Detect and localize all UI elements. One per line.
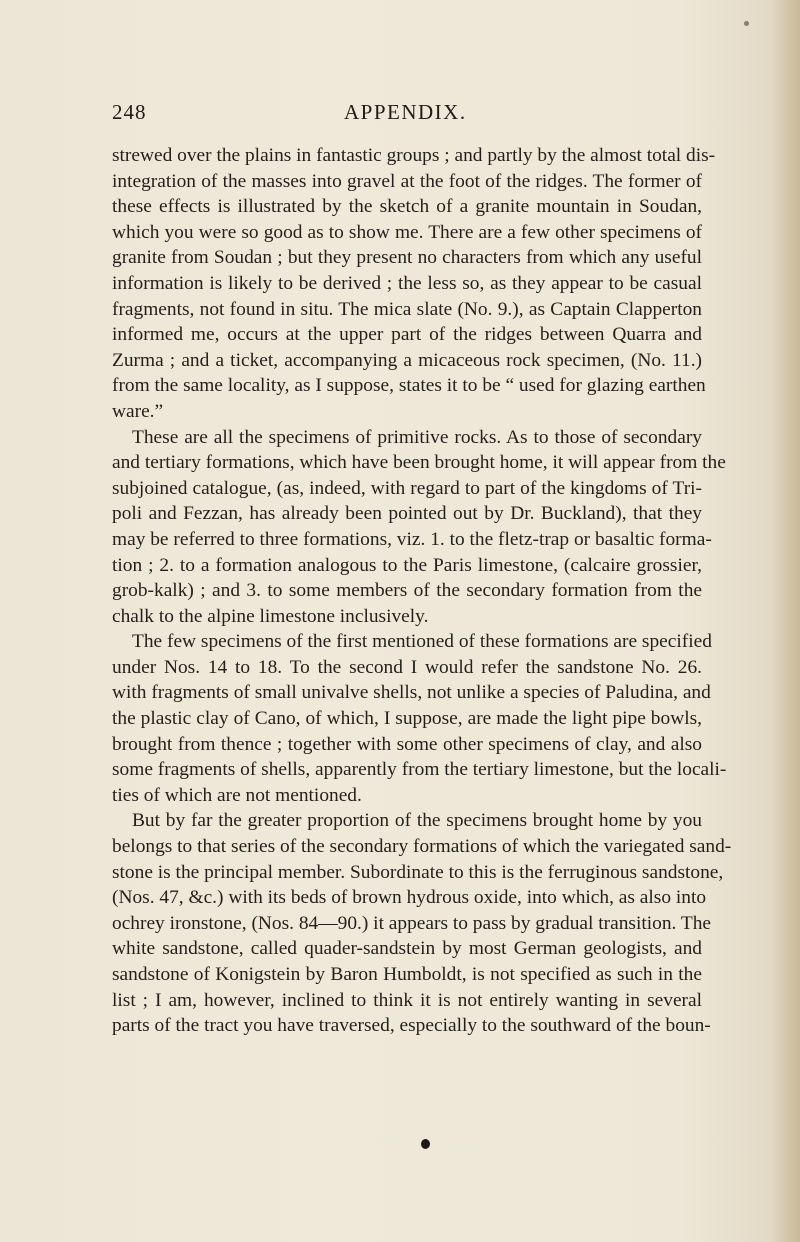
text-line: information is likely to be derived ; the less so, as they appear to be casual xyxy=(112,272,702,294)
text-line: grob-kalk) ; and 3. to some members of the secondary formation from the xyxy=(112,580,702,602)
text-line: ties of which are not mentioned. xyxy=(112,784,362,806)
ink-spot xyxy=(421,1139,430,1149)
text-line: These are all the specimens of primitive rocks. As to those of secondary xyxy=(132,426,702,448)
text-line: ware.” xyxy=(112,400,164,422)
text-line: strewed over the plains in fantastic groups ; and partly by the almost total dis- xyxy=(112,145,716,166)
text-line: belongs to that series of the secondary formations of which the variegated sand- xyxy=(112,836,732,858)
text-line: list ; I am, however, inclined to think it is not entirely wanting in several xyxy=(112,989,702,1011)
text-line: brought from thence ; together with some other specimens of clay, and also xyxy=(112,733,702,755)
text-line: poli and Fezzan, has already been pointed out by Dr. Buckland), that they xyxy=(112,503,702,525)
body-text xyxy=(112,143,732,1039)
text-line: integration of the masses into gravel at the foot of the ridges. The former of xyxy=(112,170,702,192)
text-line: chalk to the alpine limestone inclusively. xyxy=(112,605,429,627)
text-line: fragments, not found in situ. The mica slate (No. 9.), as Captain Clapperton xyxy=(112,298,702,320)
text-line: (Nos. 47, &c.) with its beds of brown hydrous oxide, into which, as also into xyxy=(112,887,707,909)
text-line: some fragments of shells, apparently from the tertiary limestone, but the locali- xyxy=(112,759,727,781)
text-line: informed me, occurs at the upper part of the ridges between Quarra and xyxy=(112,324,702,346)
text-line: Zurma ; and a ticket, accompanying a micaceous rock specimen, (No. 11.) xyxy=(112,349,702,371)
text-line: with fragments of small univalve shells, not unlike a species of Paludina, and xyxy=(112,682,711,704)
text-line: and tertiary formations, which have been brought home, it will appear from the xyxy=(112,452,726,474)
page-header xyxy=(0,100,800,130)
text-line: from the same locality, as I suppose, states it to be “ used for glazing earthen xyxy=(112,375,706,397)
text-line: ochrey ironstone, (Nos. 84—90.) it appears to pass by gradual transition. The xyxy=(112,912,712,934)
text-line: stone is the principal member. Subordinate to this is the ferruginous sandstone, xyxy=(112,861,724,883)
text-line: subjoined catalogue, (as, indeed, with regard to part of the kingdoms of Tri- xyxy=(112,477,702,499)
text-line: The few specimens of the first mentioned of these formations are specified xyxy=(132,631,712,653)
running-head: APPENDIX. xyxy=(344,100,467,124)
text-line: the plastic clay of Cano, of which, I suppose, are made the light pipe bowls, xyxy=(112,708,702,730)
page-edge-shadow xyxy=(772,0,800,1242)
text-line: which you were so good as to show me. There are a few other specimens of xyxy=(112,221,702,243)
text-line: tion ; 2. to a formation analogous to the Paris limestone, (calcaire grossier, xyxy=(112,554,702,576)
paper-speck xyxy=(744,21,749,26)
page-number: 248 xyxy=(112,100,147,124)
text-line: sandstone of Konigstein by Baron Humboldt, is not specified as such in the xyxy=(112,964,702,985)
text-line: white sandstone, called quader-sandstein by most German geologists, and xyxy=(112,938,702,960)
text-line: granite from Soudan ; but they present no characters from which any useful xyxy=(112,247,702,269)
text-line: may be referred to three formations, viz. 1. to the fletz-trap or basaltic forma- xyxy=(112,528,712,550)
text-line: But by far the greater proportion of the specimens brought home by you xyxy=(132,810,702,832)
text-line: under Nos. 14 to 18. To the second I would refer the sandstone No. 26. xyxy=(112,656,702,678)
text-line: these effects is illustrated by the sketch of a granite mountain in Soudan, xyxy=(112,196,702,218)
text-line: parts of the tract you have traversed, especially to the southward of the boun- xyxy=(112,1015,711,1037)
